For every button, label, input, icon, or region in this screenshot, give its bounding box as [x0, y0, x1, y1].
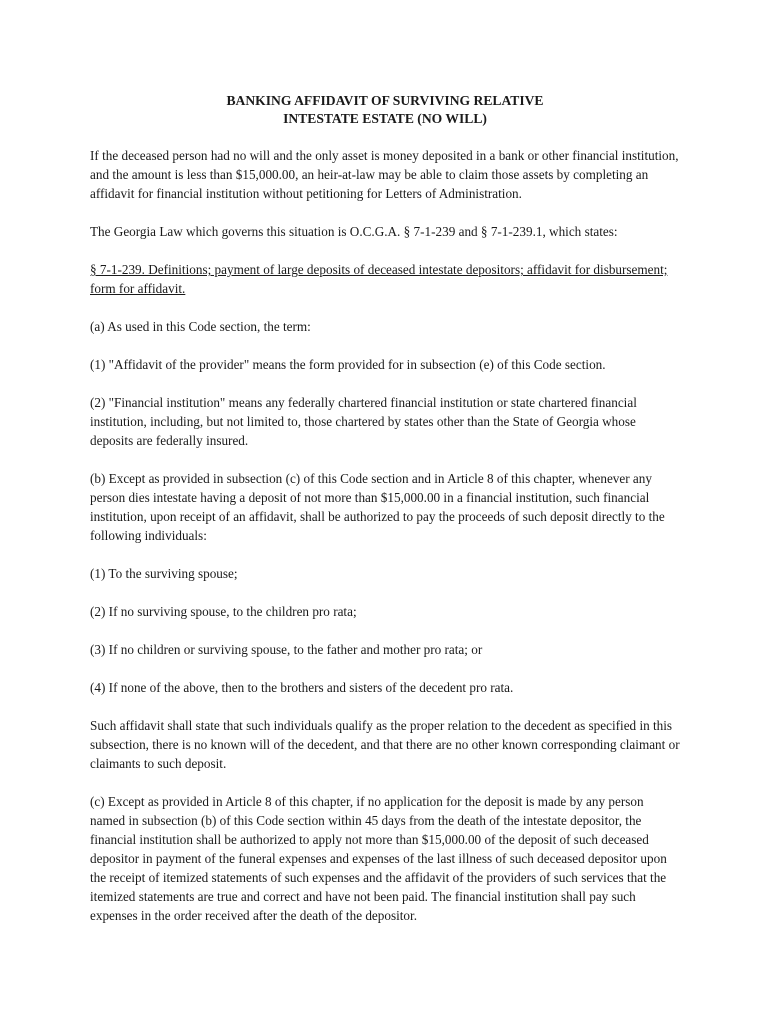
document-page — [90, 92, 680, 944]
subsection-b: (b) Except as provided in subsection (c) of this Code section and in Article 8 of this chapter, whenever any person dies intestate having a deposit of not more than $15,000.00 in a financial institution, such financial institution, upon receipt of an affidavit, shall be authorized to pay the proceeds of such deposit directly to the following individuals: — [90, 471, 665, 543]
title-line-1: BANKING AFFIDAVIT OF SURVIVING RELATIVE — [226, 93, 544, 108]
list-item-4: (4) If none of the above, then to the brothers and sisters of the decedent pro rata. — [90, 680, 514, 695]
affidavit-statement-paragraph: Such affidavit shall state that such individuals qualify as the proper relation to the decedent as specified in this subsection, there is no known will of the decedent, and that there are no other known corresponding claimant or claimants to such deposit. — [90, 718, 680, 771]
subsection-a: (a) As used in this Code section, the term: — [90, 319, 311, 334]
section-heading: § 7-1-239. Definitions; payment of large deposits of deceased intestate depositors; affidavit for disbursement; form for affidavit. — [90, 262, 668, 296]
definition-1: (1) "Affidavit of the provider" means the form provided for in subsection (e) of this Code section. — [90, 357, 606, 372]
subsection-c: (c) Except as provided in Article 8 of this chapter, if no application for the deposit is made by any person named in subsection (b) of this Code section within 45 days from the death of the intestate depositor, the financial institution shall be authorized to apply not more than $15,000.00 of the deposit of such deceased depositor in payment of the funeral expenses and expenses of the last illness of such deceased depositor upon the receipt of itemized statements of such expenses and the affidavit of the providers of such services that the itemized statements are true and correct and have not been paid. The financial institution shall pay such expenses in the order received after the death of the depositor. — [90, 794, 667, 923]
intro-paragraph: If the deceased person had no will and the only asset is money deposited in a bank or other financial institution, and the amount is less than $15,000.00, an heir-at-law may be able to claim those assets by completing an affidavit for financial institution without petitioning for Letters of Administration. — [90, 148, 679, 201]
list-item-3: (3) If no children or surviving spouse, to the father and mother pro rata; or — [90, 642, 483, 657]
list-item-1: (1) To the surviving spouse; — [90, 566, 238, 581]
definition-2: (2) "Financial institution" means any federally chartered financial institution or state chartered financial institution, including, but not limited to, those chartered by states other than the State of Georgia whose deposits are federally insured. — [90, 395, 637, 448]
list-item-2: (2) If no surviving spouse, to the children pro rata; — [90, 604, 357, 619]
law-reference-paragraph: The Georgia Law which governs this situation is O.C.G.A. § 7-1-239 and § 7-1-239.1, which states: — [90, 224, 618, 239]
document-title — [90, 92, 680, 128]
title-line-2: INTESTATE ESTATE (NO WILL) — [283, 111, 487, 126]
